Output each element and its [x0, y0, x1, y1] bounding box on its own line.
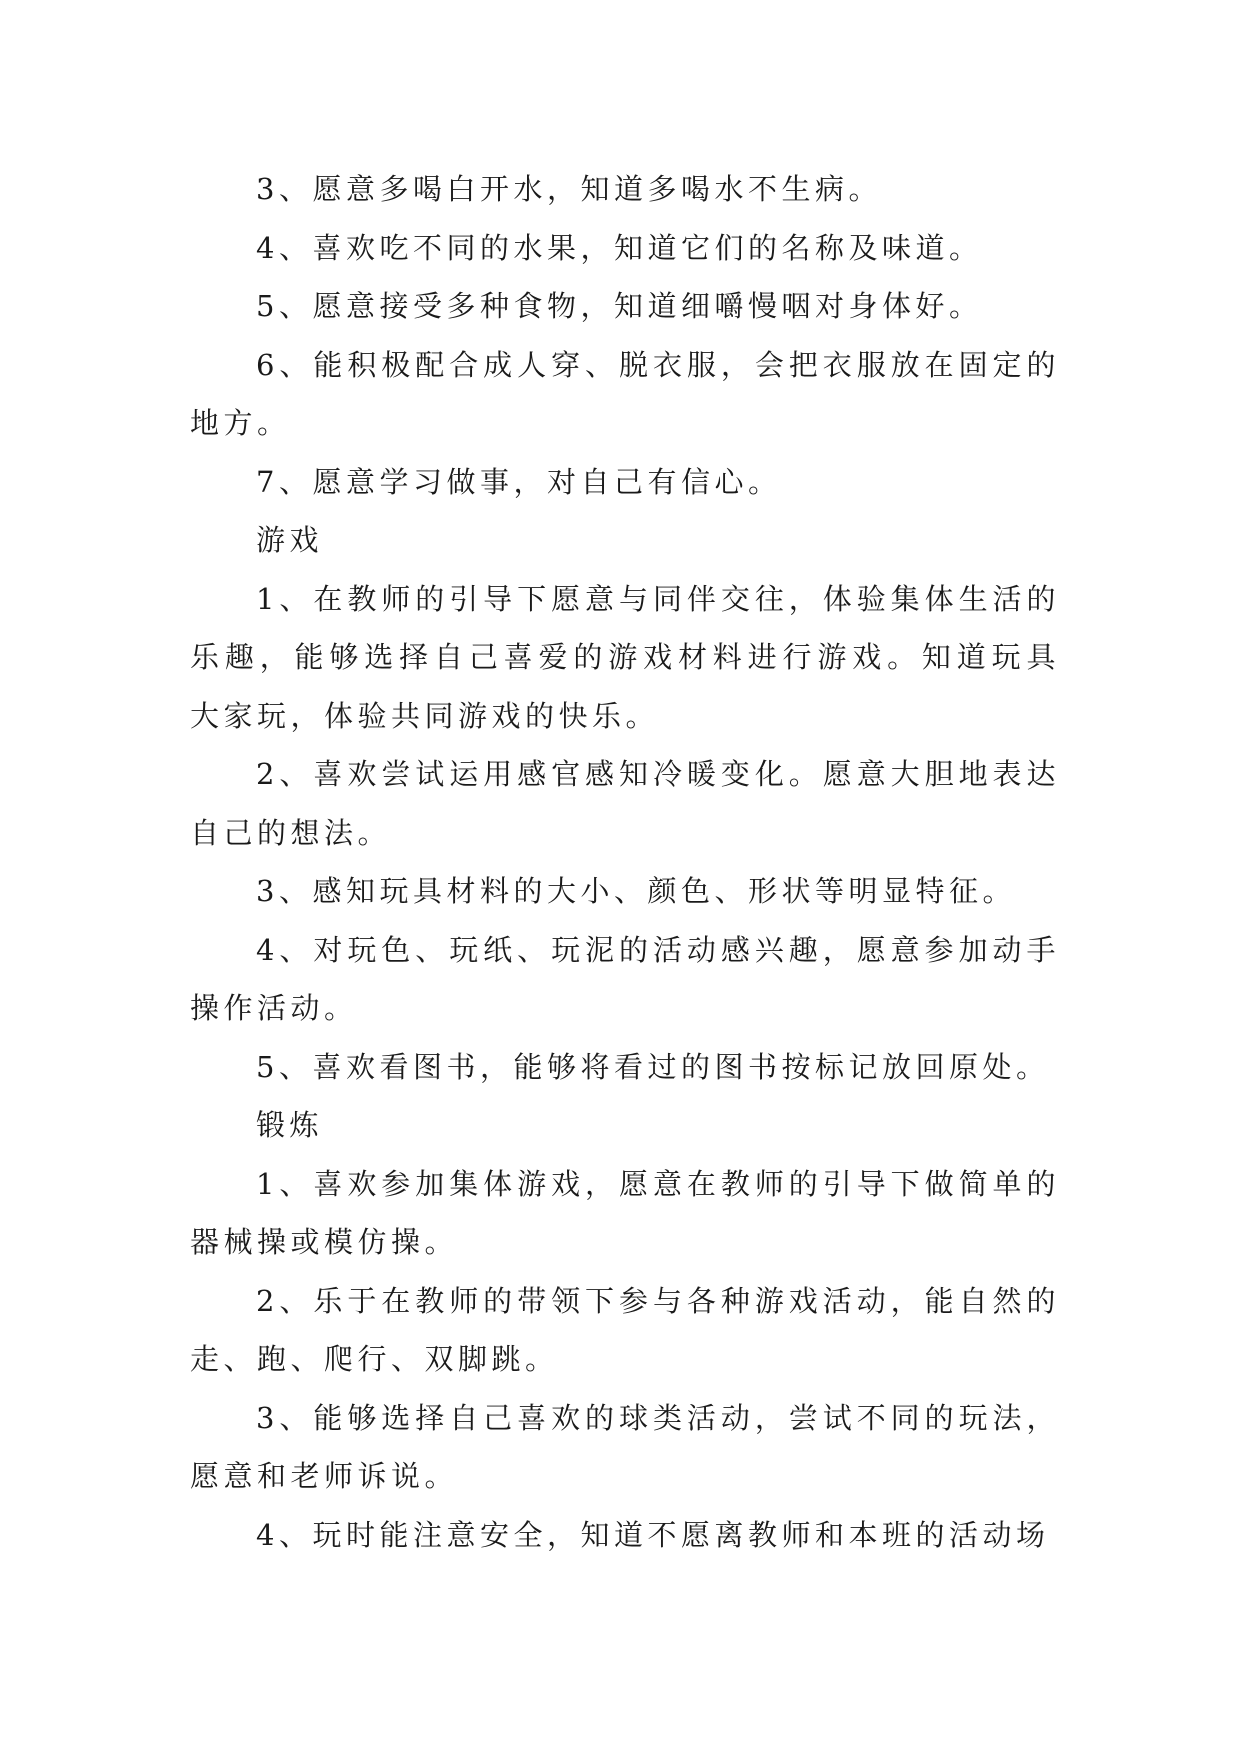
paragraph-games-4: 4、对玩色、玩纸、玩泥的活动感兴趣，愿意参加动手操作活动。	[190, 932, 1060, 1025]
paragraph-games-3: 3、感知玩具材料的大小、颜色、形状等明显特征。	[256, 874, 1016, 908]
paragraph-exercise-2: 2、乐于在教师的带领下参与各种游戏活动，能自然的走、跑、爬行、双脚跳。	[190, 1283, 1060, 1376]
paragraph-games-1: 1、在教师的引导下愿意与同伴交往，体验集体生活的乐趣，能够选择自己喜爱的游戏材料进行游戏。知道玩具大家玩，体验共同游戏的快乐。	[190, 581, 1060, 733]
paragraph-health-4: 4、喜欢吃不同的水果，知道它们的名称及味道。	[256, 230, 983, 265]
paragraph-health-5: 5、愿意接受多种食物，知道细嚼慢咽对身体好。	[256, 289, 983, 323]
paragraph-exercise-3: 3、能够选择自己喜欢的球类活动，尝试不同的玩法，愿意和老师诉说。	[190, 1400, 1060, 1493]
section-heading-exercise: 锻炼	[256, 1108, 324, 1142]
paragraph-games-5: 5、喜欢看图书，能够将看过的图书按标记放回原处。	[256, 1049, 1050, 1084]
paragraph-health-7: 7、愿意学习做事，对自己有信心。	[256, 464, 782, 499]
section-heading-games: 游戏	[256, 523, 324, 557]
paragraph-games-2: 2、喜欢尝试运用感官感知冷暖变化。愿意大胆地表达自己的想法。	[190, 757, 1060, 850]
document-body	[190, 160, 1060, 1564]
paragraph-health-6: 6、能积极配合成人穿、脱衣服，会把衣服放在固定的地方。	[190, 347, 1060, 440]
paragraph-health-3: 3、愿意多喝白开水，知道多喝水不生病。	[256, 172, 882, 206]
paragraph-exercise-4: 4、玩时能注意安全，知道不愿离教师和本班的活动场	[256, 1517, 1050, 1552]
paragraph-exercise-1: 1、喜欢参加集体游戏，愿意在教师的引导下做简单的器械操或模仿操。	[190, 1166, 1060, 1259]
